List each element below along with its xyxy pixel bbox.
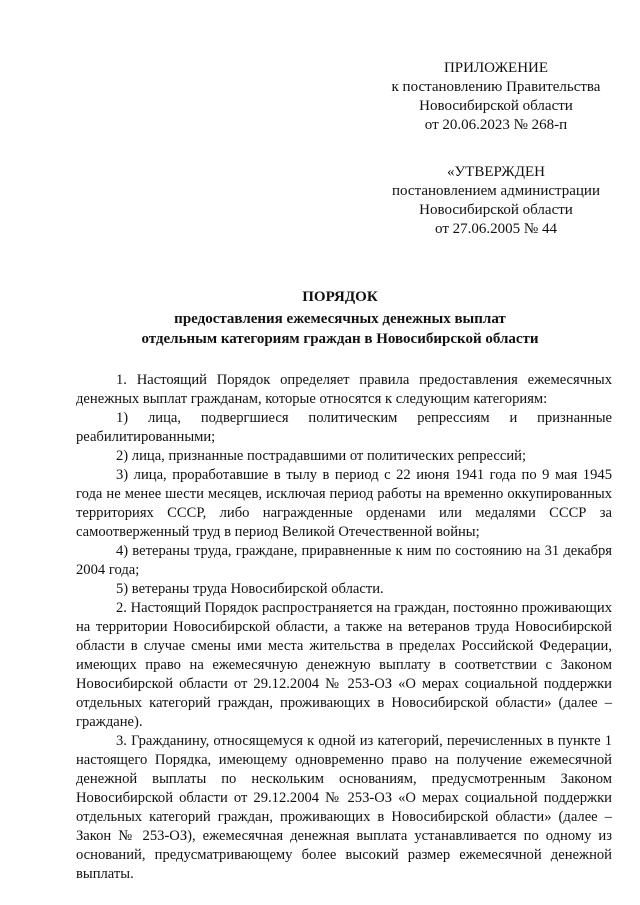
approved-title: «УТВЕРЖДЕН [447,164,545,180]
list-item-1: 1) лица, подвергшиеся политическим репрессиям и признанные реабилитированными; [76,410,612,445]
appendix-header [378,59,614,135]
title-main: ПОРЯДОК [302,289,378,305]
appendix-title: ПРИЛОЖЕНИЕ [443,60,549,76]
title-subtitle-line-2: отдельным категориям граждан в Новосибирской области [141,331,539,347]
approved-region-line: Новосибирской области [419,202,573,218]
list-item-3: 3) лица, проработавшие в тылу в период с 22 июня 1941 года по 9 мая 1945 года не менее шести месяцев, исключая период работы на временно оккупированных территориях СССР, либо награжденные орденами или медалями СССР за самоотверженный труд в период Великой Отечественной войны; [76,467,612,540]
appendix-ref-line: к постановлению Правительства [391,79,601,95]
approved-date-line: от 27.06.2005 № 44 [435,221,557,237]
approved-ref-line: постановлением администрации [392,183,600,199]
list-item-2: 2) лица, признанные пострадавшими от политических репрессий; [116,448,526,464]
paragraph-1: 1. Настоящий Порядок определяет правила предоставления ежемесячных денежных выплат гражданам, которые относятся к следующим категориям: [76,372,612,407]
appendix-region-line: Новосибирской области [419,98,573,114]
paragraph-3: 3. Гражданину, относящемуся к одной из категорий, перечисленных в пункте 1 настоящего Порядка, имеющему одновременно право на получение ежемесячной денежной выплаты по нескольким основаниям, предусмотренным Законом Новосибирской области от 29.12.2004 № 253-ОЗ «О мерах социальной поддержки отдельных категорий граждан, проживающих в Новосибирской области» (далее – Закон № 253-ОЗ), ежемесячная денежная выплата устанавливается по одному из оснований, предусматривающему более высокий размер ежемесячной денежной выплаты. [76,733,612,882]
list-item-5: 5) ветераны труда Новосибирской области. [116,581,384,597]
document-title [60,287,620,349]
paragraph-2: 2. Настоящий Порядок распространяется на граждан, постоянно проживающих на территории Новосибирской области, а также на ветеранов труда Новосибирской области в случае смены ими места жительства в пределах Российской Федерации, имеющих право на ежемесячную денежную выплату в соответствии с Законом Новосибирской области от 29.12.2004 № 253-ОЗ «О мерах социальной поддержки отдельных категорий граждан, проживающих в Новосибирской области» (далее – граждане). [76,600,612,730]
title-subtitle-line-1: предоставления ежемесячных денежных выплат [174,311,506,327]
approved-stamp [378,163,614,239]
list-item-4: 4) ветераны труда, граждане, приравненные к ним по состоянию на 31 декабря 2004 года; [76,543,612,578]
document-body [76,371,612,884]
appendix-date-line: от 20.06.2023 № 268-п [424,117,568,133]
